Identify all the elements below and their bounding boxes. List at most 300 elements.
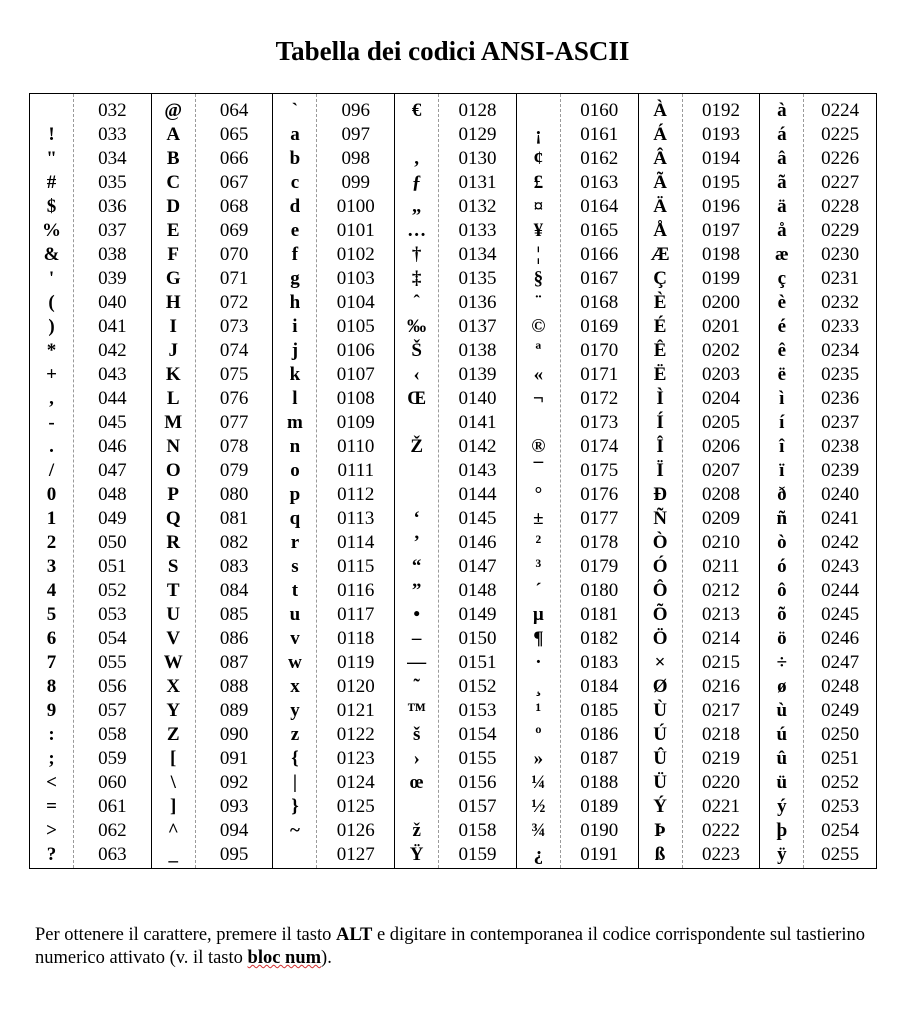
- code-cell: 0238: [821, 436, 860, 457]
- code-cell: 0255: [821, 844, 860, 865]
- code-cell: 095: [219, 844, 249, 865]
- char-cell: §: [533, 268, 544, 289]
- code-cell: 0139: [458, 364, 497, 385]
- code-cell: 078: [219, 436, 249, 457]
- code-cell: 0221: [701, 796, 740, 817]
- code-cell: 0186: [580, 724, 619, 745]
- code-cell: 0177: [580, 508, 619, 529]
- code-cell: 0135: [458, 268, 497, 289]
- code-cell: 0123: [336, 748, 375, 769]
- char-cell: •: [413, 604, 420, 625]
- code-cell: 0184: [580, 676, 619, 697]
- char-cell: T: [166, 580, 180, 601]
- code-cell: 0213: [701, 604, 740, 625]
- code-cell: 0124: [336, 772, 375, 793]
- code-cell: 0205: [701, 412, 740, 433]
- code-cell: 0236: [821, 388, 860, 409]
- code-cell: 036: [98, 196, 127, 217]
- code-cell: 0165: [580, 220, 619, 241]
- code-cell: 092: [219, 772, 249, 793]
- char-cell: G: [165, 268, 181, 289]
- code-cell: 0152: [458, 676, 497, 697]
- code-cell: 083: [219, 556, 249, 577]
- code-cell: 064: [219, 100, 249, 121]
- char-cell: Â: [653, 148, 667, 169]
- char-cell: †: [411, 244, 422, 265]
- code-cell: 067: [219, 172, 249, 193]
- code-cell: 0132: [458, 196, 497, 217]
- char-cell: ÷: [776, 652, 788, 673]
- code-cell: 0246: [821, 628, 860, 649]
- char-cell: Ö: [652, 628, 668, 649]
- code-cell: 0158: [458, 820, 497, 841]
- char-cell: À: [653, 100, 667, 121]
- char-cell: Æ: [650, 244, 670, 265]
- char-cell: Ì: [656, 388, 664, 409]
- code-cell: 0211: [702, 556, 740, 577]
- char-cell: ç: [777, 268, 787, 289]
- char-cell: ê: [777, 340, 787, 361]
- char-cell: “: [411, 556, 422, 577]
- char-cell: ±: [533, 508, 544, 529]
- code-cell: 039: [98, 268, 127, 289]
- code-cell: 071: [219, 268, 249, 289]
- code-cell: 0100: [336, 196, 375, 217]
- code-cell: 063: [98, 844, 127, 865]
- code-cell: 0207: [701, 460, 740, 481]
- code-cell: 082: [219, 532, 249, 553]
- code-cell: 0249: [821, 700, 860, 721]
- char-cell: ²: [535, 532, 542, 553]
- char-cell: u: [289, 604, 301, 625]
- code-cell: 035: [98, 172, 127, 193]
- char-cell: E: [166, 220, 180, 241]
- code-cell: 0187: [580, 748, 619, 769]
- char-cell: k: [289, 364, 301, 385]
- code-cell: 085: [219, 604, 249, 625]
- char-cell: É: [653, 316, 667, 337]
- char-cell: +: [46, 364, 57, 385]
- char-cell: —: [407, 652, 427, 673]
- char-column: [395, 94, 439, 868]
- char-cell: M: [164, 412, 183, 433]
- char-cell: Å: [653, 220, 667, 241]
- code-cell: 0241: [821, 508, 860, 529]
- code-cell: 0242: [821, 532, 860, 553]
- char-cell: ¬: [532, 388, 544, 409]
- char-cell: [30, 99, 73, 123]
- char-cell: 9: [46, 700, 57, 721]
- char-column: [517, 94, 561, 868]
- char-column: [760, 94, 804, 868]
- char-cell: (: [48, 292, 55, 313]
- char-cell: =: [46, 796, 57, 817]
- code-cell: 048: [98, 484, 127, 505]
- char-cell: J: [168, 340, 178, 361]
- code-cell: 0227: [821, 172, 860, 193]
- code-cell: 053: [98, 604, 127, 625]
- code-cell: 0142: [458, 436, 497, 457]
- char-cell: ¤: [533, 196, 544, 217]
- char-cell: Œ: [407, 388, 427, 409]
- char-cell: V: [166, 628, 181, 649]
- char-cell: ¢: [533, 148, 544, 169]
- char-cell: 7: [46, 652, 57, 673]
- char-cell: Þ: [654, 820, 666, 841]
- code-cell: 0215: [701, 652, 740, 673]
- note-text-1: Per ottenere il carattere, premere il tasto: [35, 925, 336, 945]
- char-cell: Y: [166, 700, 181, 721]
- char-cell: û: [776, 748, 788, 769]
- code-cell: 0201: [701, 316, 740, 337]
- code-cell: 0191: [580, 844, 619, 865]
- char-cell: v: [290, 628, 300, 649]
- char-cell: Ú: [653, 724, 667, 745]
- char-cell: ´: [535, 580, 542, 601]
- code-cell: 046: [98, 436, 127, 457]
- char-cell: þ: [776, 820, 788, 841]
- code-cell: 0214: [701, 628, 740, 649]
- code-cell: 0149: [458, 604, 497, 625]
- char-cell: 2: [46, 532, 57, 553]
- code-group: [395, 94, 517, 868]
- code-cell: 0145: [458, 508, 497, 529]
- char-cell: ö: [777, 628, 787, 649]
- char-cell: Ä: [653, 196, 667, 217]
- char-cell: ü: [776, 772, 788, 793]
- code-cell: 0159: [458, 844, 497, 865]
- code-cell: 0171: [580, 364, 619, 385]
- code-cell: 0247: [821, 652, 860, 673]
- code-cell: 0117: [337, 604, 375, 625]
- char-cell: Õ: [652, 604, 668, 625]
- char-cell: ,: [414, 148, 420, 169]
- char-cell: w: [288, 652, 302, 673]
- code-cell: 0225: [821, 124, 860, 145]
- code-cell: 0168: [580, 292, 619, 313]
- code-group: [639, 94, 761, 868]
- char-cell: .: [49, 436, 54, 457]
- char-cell: ¹: [535, 700, 542, 721]
- code-cell: 0153: [458, 700, 497, 721]
- char-cell: }: [291, 796, 299, 817]
- char-cell: ;: [48, 748, 55, 769]
- char-cell: Ó: [652, 556, 668, 577]
- char-cell: o: [290, 460, 300, 481]
- char-cell: a: [290, 124, 300, 145]
- code-cell: 0126: [336, 820, 375, 841]
- code-cell: 0178: [580, 532, 619, 553]
- char-cell: °: [534, 484, 543, 505]
- ascii-code-table: [29, 93, 877, 869]
- code-cell: 0147: [458, 556, 497, 577]
- code-cell: 0133: [458, 220, 497, 241]
- char-cell: ’: [413, 532, 420, 553]
- char-cell: Ÿ: [409, 844, 424, 865]
- code-cell: 0217: [701, 700, 740, 721]
- code-cell: 041: [98, 316, 127, 337]
- char-cell: s: [291, 556, 299, 577]
- char-cell: ,: [49, 388, 54, 409]
- char-cell: á: [777, 124, 787, 145]
- char-cell: ": [46, 148, 57, 169]
- char-cell: »: [533, 748, 544, 769]
- code-group: [152, 94, 274, 868]
- code-cell: 0143: [458, 460, 497, 481]
- code-cell: 0234: [821, 340, 860, 361]
- code-cell: 0144: [458, 484, 497, 505]
- code-cell: 0121: [336, 700, 375, 721]
- code-cell: 0112: [337, 484, 375, 505]
- code-cell: 093: [219, 796, 249, 817]
- char-cell: Ï: [656, 460, 664, 481]
- code-cell: 099: [341, 172, 371, 193]
- char-cell: Ü: [653, 772, 667, 793]
- char-cell: n: [289, 436, 301, 457]
- code-cell: 0179: [580, 556, 619, 577]
- char-cell: g: [290, 268, 300, 289]
- page-title: Tabella dei codici ANSI-ASCII: [275, 36, 630, 66]
- code-cell: 098: [341, 148, 371, 169]
- code-cell: 0203: [701, 364, 740, 385]
- code-cell: 0181: [580, 604, 619, 625]
- char-column: [273, 94, 317, 868]
- code-cell: 0180: [580, 580, 619, 601]
- char-cell: ß: [654, 844, 666, 865]
- code-cell: 042: [98, 340, 127, 361]
- char-cell: q: [289, 508, 301, 529]
- char-cell: 0: [46, 484, 57, 505]
- char-cell: ˆ: [413, 292, 420, 313]
- char-cell: Ø: [652, 676, 668, 697]
- char-cell: m: [287, 412, 303, 433]
- char-cell: #: [46, 172, 57, 193]
- char-cell: Z: [166, 724, 180, 745]
- char-cell: x: [290, 676, 300, 697]
- char-cell: ÿ: [777, 844, 787, 865]
- char-cell: ¼: [531, 772, 546, 793]
- char-cell: ³: [535, 556, 542, 577]
- code-column: [561, 94, 638, 868]
- char-cell: œ: [409, 772, 424, 793]
- code-cell: 0111: [337, 460, 375, 481]
- code-cell: 087: [219, 652, 249, 673]
- code-column: [683, 94, 760, 868]
- char-cell: ^: [167, 820, 179, 841]
- char-cell: [395, 123, 438, 147]
- code-cell: 076: [219, 388, 249, 409]
- code-cell: 0162: [580, 148, 619, 169]
- code-cell: 0151: [458, 652, 497, 673]
- char-cell: å: [777, 220, 787, 241]
- code-cell: 0224: [821, 100, 860, 121]
- code-cell: 066: [219, 148, 249, 169]
- char-cell: c: [290, 172, 300, 193]
- char-cell: ä: [777, 196, 787, 217]
- char-cell: Ê: [653, 340, 667, 361]
- code-cell: 044: [98, 388, 127, 409]
- code-column: [804, 94, 876, 868]
- code-cell: 0245: [821, 604, 860, 625]
- code-cell: 0218: [701, 724, 740, 745]
- code-cell: 0228: [821, 196, 860, 217]
- char-cell: ˜: [413, 676, 420, 697]
- code-cell: 0185: [580, 700, 619, 721]
- char-cell: N: [166, 436, 181, 457]
- code-cell: 0109: [336, 412, 375, 433]
- code-cell: 057: [98, 700, 127, 721]
- code-cell: 0127: [336, 844, 375, 865]
- code-cell: 0169: [580, 316, 619, 337]
- char-cell: %: [42, 220, 61, 241]
- code-cell: 0134: [458, 244, 497, 265]
- code-cell: 050: [98, 532, 127, 553]
- code-cell: 0226: [821, 148, 860, 169]
- code-cell: 072: [219, 292, 249, 313]
- char-cell: [517, 99, 560, 123]
- code-cell: 0155: [458, 748, 497, 769]
- code-cell: 0222: [701, 820, 740, 841]
- code-cell: 0253: [821, 796, 860, 817]
- code-cell: 0128: [458, 100, 497, 121]
- code-cell: 0219: [701, 748, 740, 769]
- code-cell: 0210: [701, 532, 740, 553]
- char-cell: à: [777, 100, 787, 121]
- char-cell: @: [164, 100, 183, 121]
- code-cell: 056: [98, 676, 127, 697]
- code-group: [760, 94, 876, 868]
- code-cell: 0105: [336, 316, 375, 337]
- code-cell: 0101: [336, 220, 375, 241]
- code-cell: 0138: [458, 340, 497, 361]
- char-cell: :: [48, 724, 55, 745]
- code-cell: 081: [219, 508, 249, 529]
- code-cell: 0125: [336, 796, 375, 817]
- char-cell: \: [170, 772, 176, 793]
- char-cell: S: [167, 556, 179, 577]
- char-cell: &: [43, 244, 60, 265]
- code-cell: 0197: [701, 220, 740, 241]
- code-cell: 097: [341, 124, 371, 145]
- char-cell: H: [165, 292, 181, 313]
- code-cell: 058: [98, 724, 127, 745]
- char-cell: «: [533, 364, 544, 385]
- code-group: [30, 94, 152, 868]
- char-cell: Ë: [653, 364, 667, 385]
- char-cell: h: [289, 292, 301, 313]
- char-cell: …: [407, 220, 427, 241]
- code-cell: 0103: [336, 268, 375, 289]
- code-cell: 052: [98, 580, 127, 601]
- code-cell: 0200: [701, 292, 740, 313]
- char-cell: æ: [774, 244, 789, 265]
- code-cell: 090: [219, 724, 249, 745]
- char-cell: R: [166, 532, 181, 553]
- char-cell: ž: [412, 820, 421, 841]
- code-cell: 079: [219, 460, 249, 481]
- char-cell: d: [289, 196, 301, 217]
- char-cell: [395, 795, 438, 819]
- char-cell: j: [291, 340, 299, 361]
- code-column: [317, 94, 394, 868]
- char-cell: D: [166, 196, 181, 217]
- code-cell: 0206: [701, 436, 740, 457]
- char-cell: r: [290, 532, 300, 553]
- char-cell: $: [46, 196, 57, 217]
- code-cell: 0235: [821, 364, 860, 385]
- char-cell: ó: [777, 556, 787, 577]
- char-cell: ): [48, 316, 55, 337]
- char-cell: ý: [777, 796, 787, 817]
- code-cell: 0148: [458, 580, 497, 601]
- char-column: [639, 94, 683, 868]
- char-cell: ¶: [533, 628, 544, 649]
- char-cell: ú: [776, 724, 788, 745]
- char-column: [30, 94, 74, 868]
- char-cell: ø: [777, 676, 787, 697]
- char-cell: ~: [289, 820, 300, 841]
- char-cell: *: [46, 340, 57, 361]
- code-cell: 0250: [821, 724, 860, 745]
- char-cell: ‰: [407, 316, 427, 337]
- char-cell: ì: [779, 388, 785, 409]
- note-key-bloc-num: bloc num: [247, 948, 322, 968]
- char-cell: t: [291, 580, 299, 601]
- code-cell: 0194: [701, 148, 740, 169]
- char-cell: „: [411, 196, 422, 217]
- char-cell: /: [48, 460, 55, 481]
- char-cell: ©: [531, 316, 546, 337]
- code-cell: 068: [219, 196, 249, 217]
- char-cell: |: [292, 772, 298, 793]
- code-cell: 0102: [336, 244, 375, 265]
- code-group: [273, 94, 395, 868]
- code-cell: 060: [98, 772, 127, 793]
- char-cell: W: [163, 652, 183, 673]
- char-cell: I: [169, 316, 177, 337]
- char-cell: ‡: [411, 268, 422, 289]
- code-cell: 032: [98, 100, 127, 121]
- char-cell: ': [48, 268, 55, 289]
- char-cell: ¨: [535, 292, 542, 313]
- code-cell: 0193: [701, 124, 740, 145]
- code-cell: 0220: [701, 772, 740, 793]
- code-cell: 084: [219, 580, 249, 601]
- code-cell: 0160: [580, 100, 619, 121]
- code-cell: 0120: [336, 676, 375, 697]
- code-cell: 038: [98, 244, 127, 265]
- char-cell: š: [412, 724, 421, 745]
- code-cell: 0195: [701, 172, 740, 193]
- code-cell: 0131: [458, 172, 497, 193]
- code-cell: 0129: [458, 124, 497, 145]
- code-cell: 045: [98, 412, 127, 433]
- char-cell: 5: [46, 604, 57, 625]
- char-cell: Ð: [653, 484, 667, 505]
- code-cell: 054: [98, 628, 127, 649]
- code-cell: 077: [219, 412, 249, 433]
- instruction-note: [35, 924, 885, 970]
- char-cell: ‘: [413, 508, 420, 529]
- code-cell: 070: [219, 244, 249, 265]
- code-cell: 0115: [337, 556, 375, 577]
- char-cell: O: [165, 460, 181, 481]
- char-cell: ò: [777, 532, 787, 553]
- char-cell: Š: [411, 340, 422, 361]
- char-cell: é: [777, 316, 787, 337]
- code-column: [196, 94, 273, 868]
- char-cell: P: [167, 484, 180, 505]
